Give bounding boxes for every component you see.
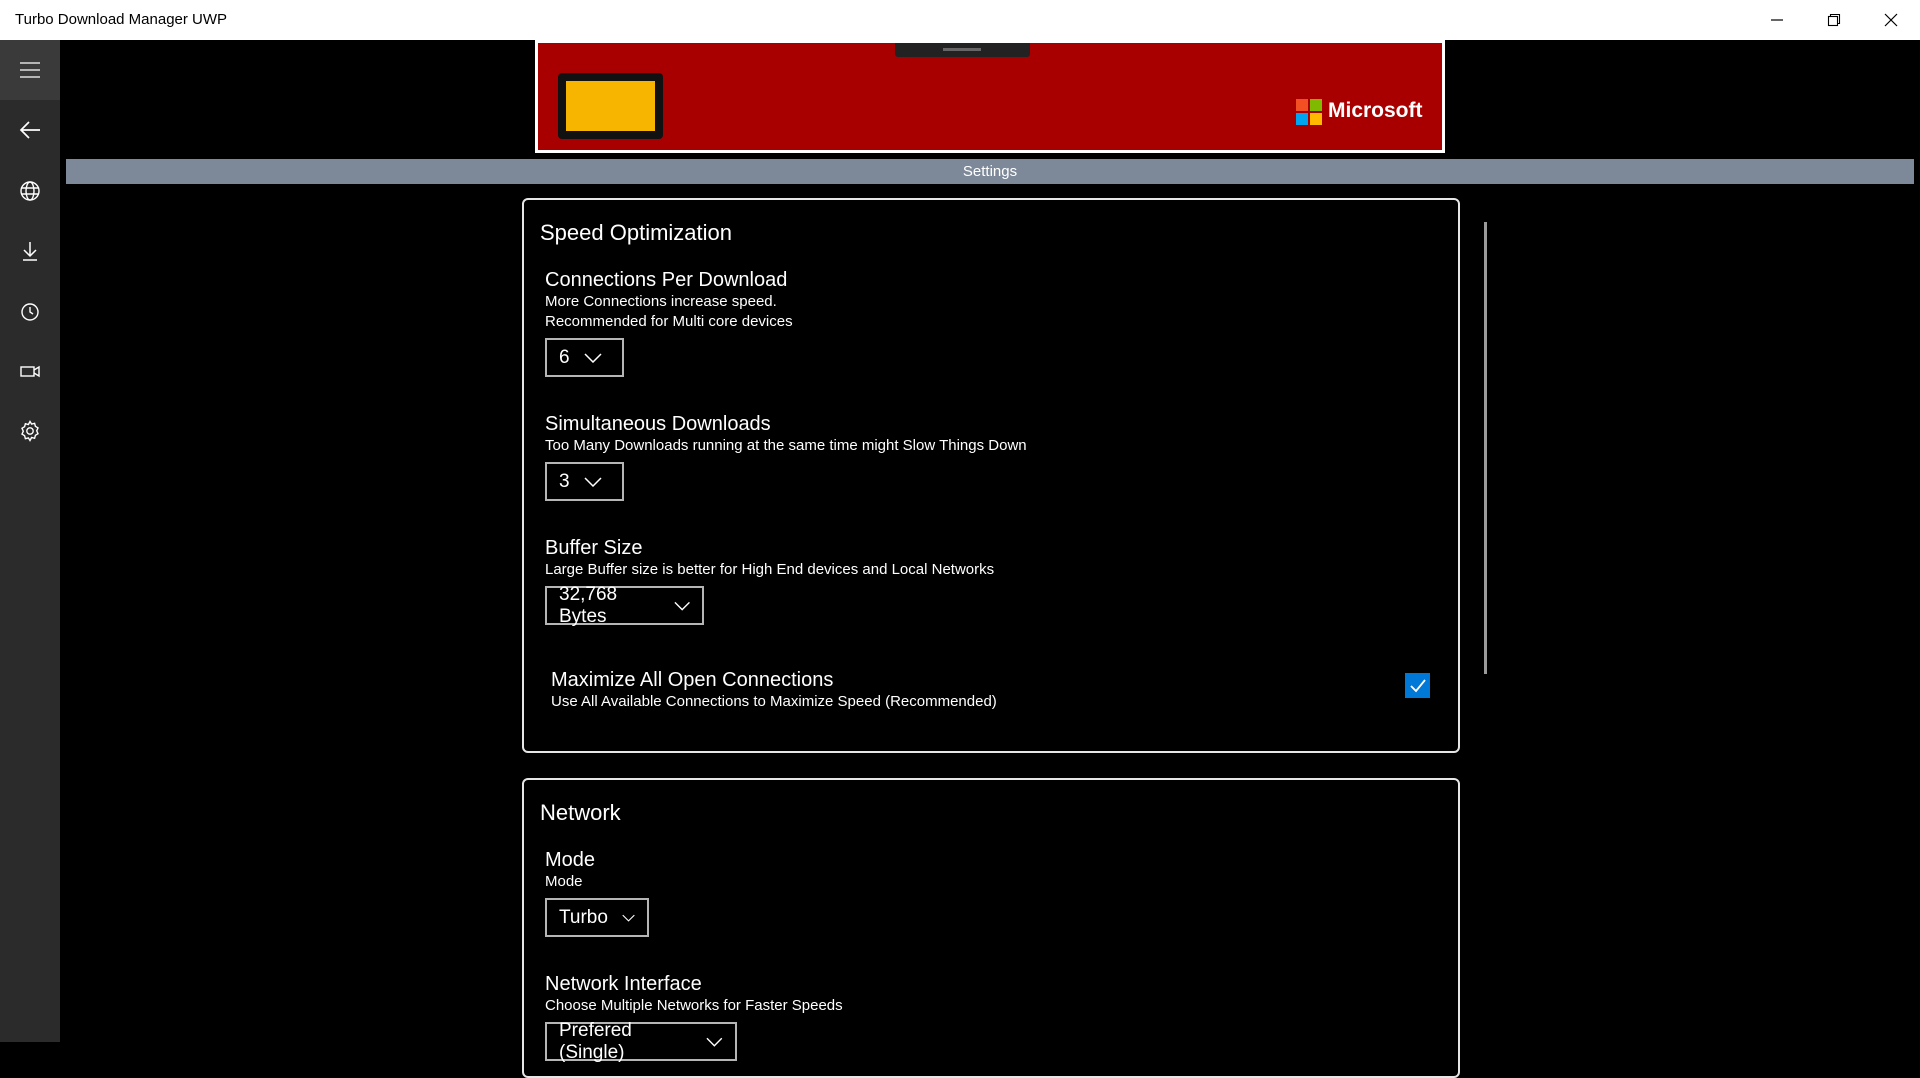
buffer-value: 32,768 Bytes <box>559 583 618 627</box>
mode-dropdown[interactable] <box>545 898 649 937</box>
back-arrow-icon <box>18 118 42 142</box>
maximize-checkbox[interactable] <box>1405 673 1430 698</box>
vertical-scrollbar[interactable] <box>1484 222 1487 674</box>
interface-setting <box>545 972 843 1061</box>
sidebar-item-back[interactable] <box>0 102 60 158</box>
connections-dropdown[interactable] <box>545 338 624 377</box>
speed-optimization-title: Speed Optimization <box>540 220 732 245</box>
interface-desc: Choose Multiple Networks for Faster Speeds <box>545 997 843 1014</box>
mode-desc: Mode <box>545 873 583 890</box>
sidebar <box>0 40 60 1042</box>
hamburger-menu-icon <box>18 58 42 82</box>
ad-tablet-illustration <box>558 73 663 139</box>
mode-label: Mode <box>545 849 596 871</box>
microsoft-logo-icon <box>1296 99 1322 125</box>
restore-icon <box>1827 13 1841 27</box>
mode-value: Turbo <box>559 906 608 928</box>
sidebar-item-downloads[interactable] <box>0 223 60 279</box>
connections-label: Connections Per Download <box>545 269 788 291</box>
speed-optimization-panel <box>522 198 1460 753</box>
simultaneous-label: Simultaneous Downloads <box>545 413 771 435</box>
sidebar-item-video[interactable] <box>0 343 60 399</box>
video-camera-icon <box>18 359 42 383</box>
minimize-button[interactable] <box>1748 0 1805 40</box>
connections-desc-1: More Connections increase speed. <box>545 293 777 310</box>
page-title: Settings <box>66 159 1914 184</box>
chevron-down-icon <box>584 353 602 363</box>
connections-value: 6 <box>559 346 570 368</box>
connections-desc-2: Recommended for Multi core devices <box>545 313 793 330</box>
chevron-down-icon <box>674 601 690 611</box>
sidebar-item-browser[interactable] <box>0 163 60 219</box>
minimize-icon <box>1770 13 1784 27</box>
network-panel <box>522 778 1460 1078</box>
chevron-down-icon <box>622 913 635 923</box>
buffer-setting <box>545 536 994 625</box>
buffer-desc: Large Buffer size is better for High End devices and Local Networks <box>545 561 995 578</box>
globe-icon <box>18 179 42 203</box>
download-icon <box>18 239 42 263</box>
chevron-down-icon <box>584 477 602 487</box>
ad-banner[interactable] <box>535 40 1445 153</box>
sidebar-item-settings[interactable] <box>0 403 60 459</box>
title-bar <box>0 0 1920 40</box>
maximize-label: Maximize All Open Connections <box>551 669 834 691</box>
ad-brand-text: Microsoft <box>1328 99 1423 122</box>
simultaneous-value: 3 <box>559 470 570 492</box>
buffer-label: Buffer Size <box>545 537 643 559</box>
ad-drag-handle[interactable] <box>895 43 1030 57</box>
sidebar-item-history[interactable] <box>0 284 60 340</box>
simultaneous-dropdown[interactable] <box>545 462 624 501</box>
maximize-desc: Use All Available Connections to Maximize Speed (Recommended) <box>551 693 997 710</box>
interface-label: Network Interface <box>545 973 702 995</box>
clock-icon <box>18 300 42 324</box>
simultaneous-setting <box>545 412 1027 501</box>
close-icon <box>1884 13 1898 27</box>
simultaneous-desc: Too Many Downloads running at the same time might Slow Things Down <box>545 437 1027 454</box>
window-title: Turbo Download Manager UWP <box>15 11 228 28</box>
close-button[interactable] <box>1862 0 1919 40</box>
sidebar-menu-button[interactable] <box>0 40 60 100</box>
interface-value: Prefered (Single) <box>559 1019 632 1063</box>
maximize-setting <box>551 668 997 712</box>
network-title: Network <box>540 800 621 825</box>
mode-setting <box>545 848 649 937</box>
buffer-dropdown[interactable] <box>545 583 704 627</box>
restore-button[interactable] <box>1805 0 1862 40</box>
checkmark-icon <box>1408 676 1428 696</box>
connections-setting <box>545 268 793 377</box>
gear-icon <box>18 419 42 443</box>
